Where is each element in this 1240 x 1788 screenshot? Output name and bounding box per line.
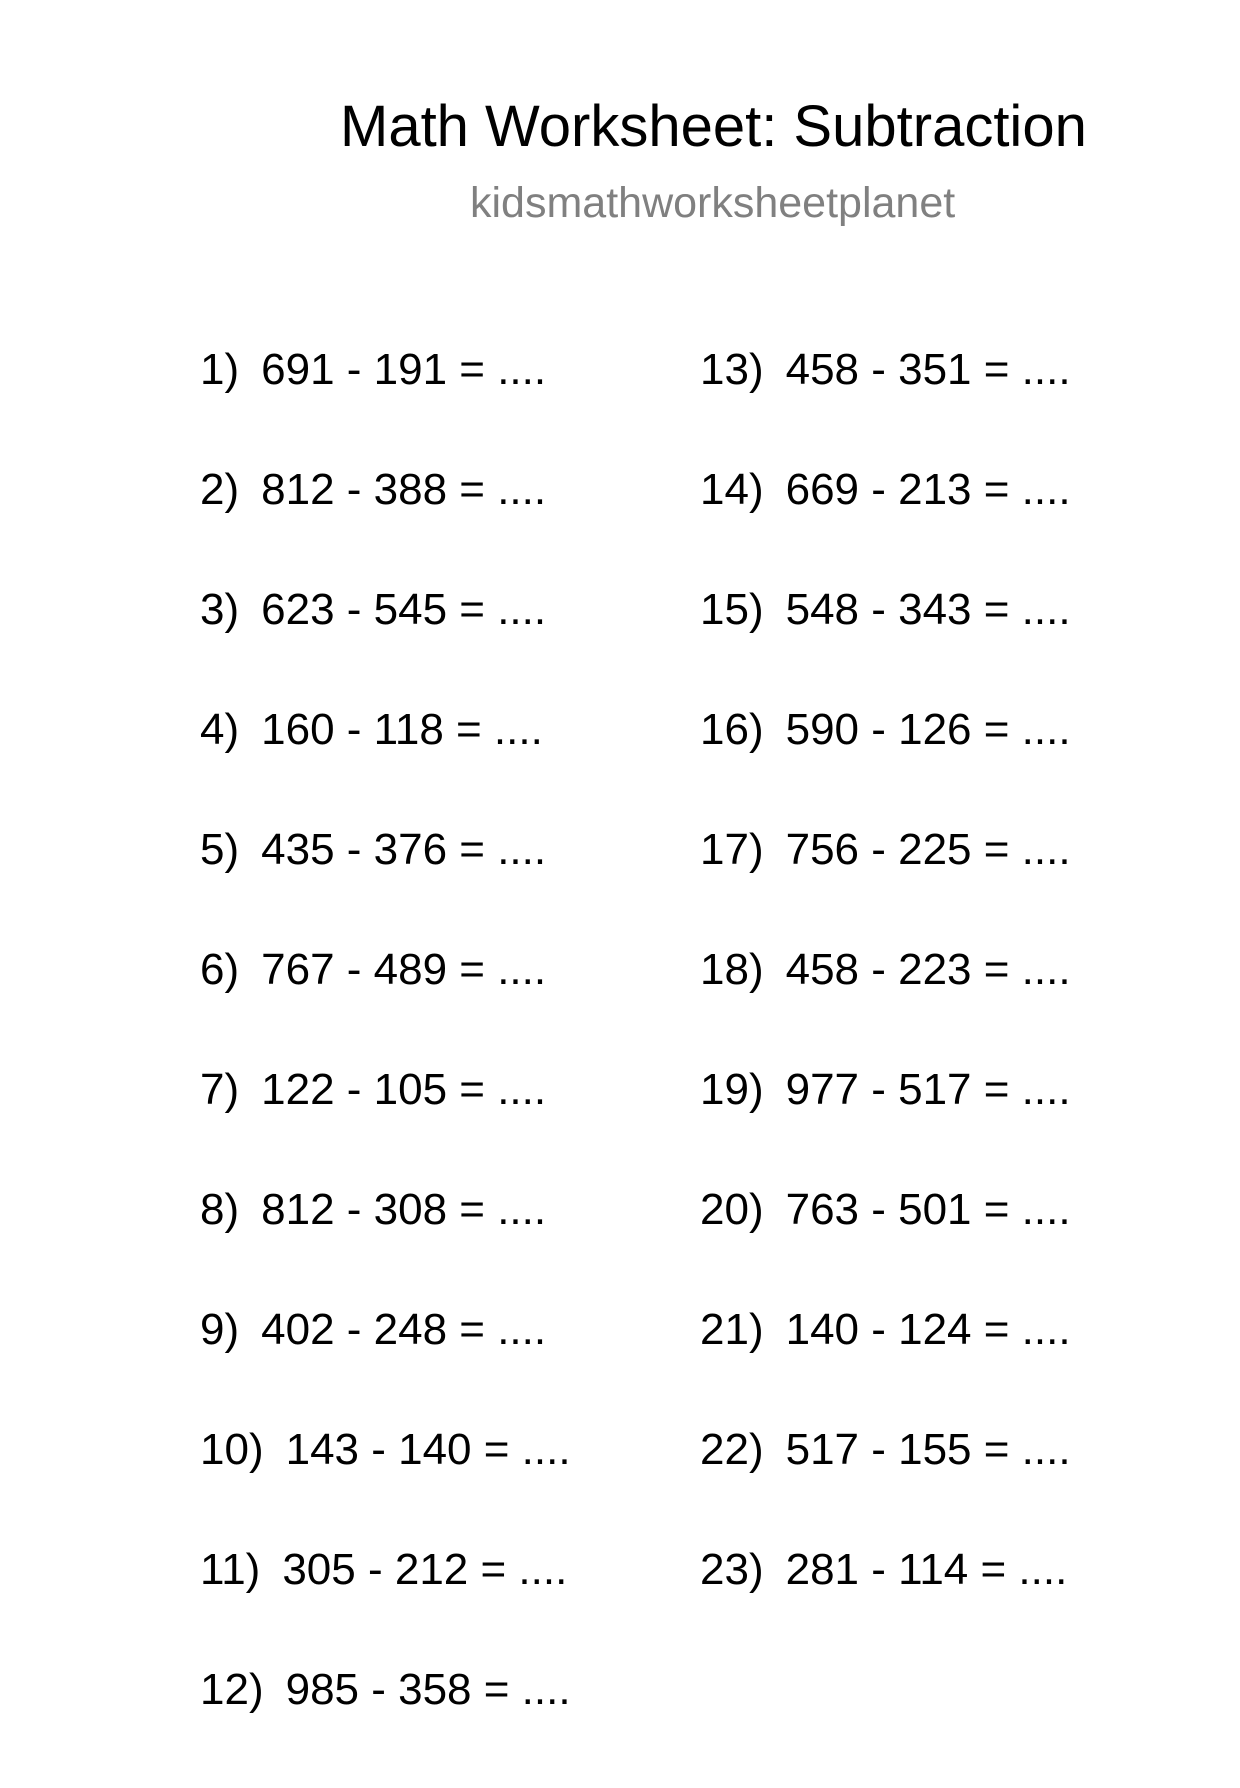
problem-number: 10)	[200, 1425, 264, 1474]
problem-number: 22)	[700, 1425, 764, 1474]
problem-item	[700, 585, 1071, 708]
problem-expression: 548 - 343 = ....	[785, 585, 1071, 634]
problem-item	[700, 1545, 1071, 1668]
problem-item	[200, 1065, 571, 1188]
problem-item	[700, 945, 1071, 1068]
problem-expression: 458 - 351 = ....	[785, 345, 1071, 394]
worksheet-title: Math Worksheet: Subtraction	[340, 94, 1087, 159]
problem-expression: 122 - 105 = ....	[261, 1065, 547, 1114]
problem-column-left	[200, 345, 571, 1788]
problem-item	[200, 585, 571, 708]
problem-item	[200, 465, 571, 588]
problem-expression: 281 - 114 = ....	[785, 1545, 1068, 1594]
problem-expression: 669 - 213 = ....	[785, 465, 1071, 514]
problem-expression: 435 - 376 = ....	[261, 825, 547, 874]
problem-number: 14)	[700, 465, 764, 514]
problem-number: 15)	[700, 585, 764, 634]
problem-number: 11)	[200, 1545, 261, 1594]
problem-item	[700, 1065, 1071, 1188]
problem-item	[200, 705, 571, 828]
problem-item	[200, 345, 571, 468]
worksheet-subtitle: kidsmathworksheetplanet	[470, 179, 956, 227]
problem-item	[200, 945, 571, 1068]
problem-item	[700, 825, 1071, 948]
problem-number: 19)	[700, 1065, 764, 1114]
problem-item	[700, 465, 1071, 588]
problem-item	[700, 1305, 1071, 1428]
problem-number: 8)	[200, 1185, 240, 1234]
problem-expression: 623 - 545 = ....	[261, 585, 547, 634]
problem-expression: 977 - 517 = ....	[785, 1065, 1071, 1114]
problem-expression: 143 - 140 = ....	[285, 1425, 571, 1474]
problem-number: 1)	[200, 345, 240, 394]
problem-expression: 160 - 118 = ....	[261, 705, 543, 754]
problem-expression: 140 - 124 = ....	[785, 1305, 1071, 1354]
problem-item	[700, 705, 1071, 828]
problem-number: 20)	[700, 1185, 764, 1234]
problem-number: 3)	[200, 585, 240, 634]
problem-item	[200, 825, 571, 948]
problem-item	[700, 1425, 1071, 1548]
problem-expression: 517 - 155 = ....	[785, 1425, 1071, 1474]
problem-number: 7)	[200, 1065, 240, 1114]
problem-expression: 590 - 126 = ....	[785, 705, 1071, 754]
problem-expression: 305 - 212 = ....	[282, 1545, 568, 1594]
problem-item	[200, 1545, 571, 1668]
problem-number: 18)	[700, 945, 764, 994]
problem-item	[200, 1425, 571, 1548]
problem-number: 16)	[700, 705, 764, 754]
problem-expression: 691 - 191 = ....	[261, 345, 547, 394]
problem-number: 2)	[200, 465, 240, 514]
problem-expression: 812 - 388 = ....	[261, 465, 547, 514]
problem-number: 23)	[700, 1545, 764, 1594]
problem-expression: 767 - 489 = ....	[261, 945, 547, 994]
problem-item	[700, 1185, 1071, 1308]
problem-expression: 756 - 225 = ....	[785, 825, 1071, 874]
problem-number: 12)	[200, 1665, 264, 1714]
problem-number: 5)	[200, 825, 240, 874]
problem-item	[200, 1665, 571, 1788]
problem-number: 21)	[700, 1305, 764, 1354]
problem-number: 13)	[700, 345, 764, 394]
problem-item	[200, 1305, 571, 1428]
problem-number: 4)	[200, 705, 240, 754]
problem-number: 17)	[700, 825, 764, 874]
problem-column-right	[700, 345, 1071, 1668]
problem-expression: 985 - 358 = ....	[285, 1665, 571, 1714]
problem-item	[200, 1185, 571, 1308]
problem-expression: 812 - 308 = ....	[261, 1185, 547, 1234]
problem-number: 6)	[200, 945, 240, 994]
problem-expression: 402 - 248 = ....	[261, 1305, 547, 1354]
problem-number: 9)	[200, 1305, 240, 1354]
problem-expression: 763 - 501 = ....	[785, 1185, 1071, 1234]
problem-item	[700, 345, 1071, 468]
problem-expression: 458 - 223 = ....	[785, 945, 1071, 994]
